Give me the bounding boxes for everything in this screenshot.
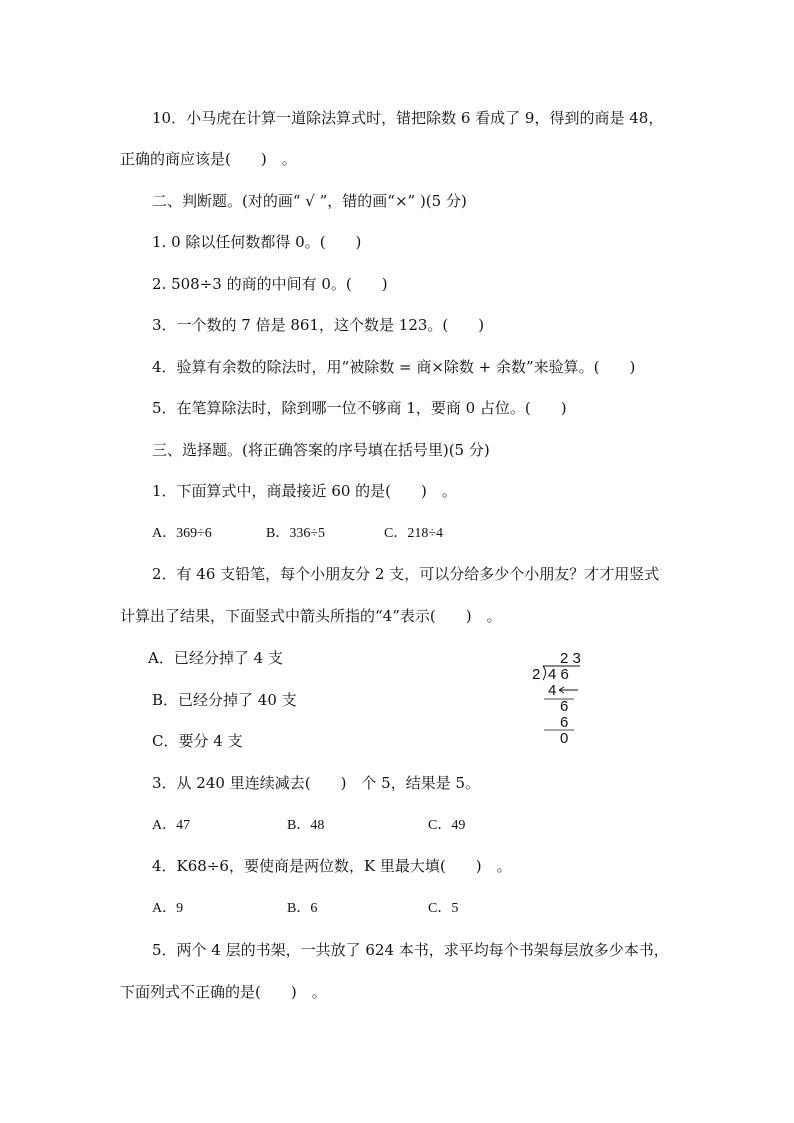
division-remainder: 0	[560, 730, 569, 744]
division-step3: 6	[560, 714, 569, 731]
judge-item-2: 2. 508÷3 的商的中间有 0。( )	[152, 275, 388, 293]
q10-line1: 10．小马虎在计算一道除法算式时，错把除数 6 看成了 9，得到的商是 48，	[152, 109, 664, 127]
choice-q1-stem: 1．下面算式中，商最接近 60 的是( ) 。	[152, 482, 457, 500]
choice-q4-option-b: B．6	[287, 901, 318, 916]
choice-q2-option-b: B．已经分掉了 40 支	[152, 691, 297, 709]
choice-q1-option-b: B．336÷5	[266, 526, 326, 541]
section3-heading: 三、选择题。(将正确答案的序号填在括号里)(5 分)	[152, 441, 490, 459]
choice-q2-option-a: A．已经分掉了 4 支	[148, 649, 283, 667]
division-step2: 6	[560, 698, 569, 715]
division-bracket	[543, 666, 546, 680]
judge-item-1: 1. 0 除以任何数都得 0。( )	[152, 233, 362, 251]
choice-q1-option-c: C．218÷4	[384, 526, 444, 541]
judge-item-5: 5．在笔算除法时，除到哪一位不够商 1，要商 0 占位。( )	[152, 399, 567, 417]
q10-line2: 正确的商应该是( ) 。	[120, 150, 297, 168]
choice-q5-stem-line1: 5．两个 4 层的书架，一共放了 624 本书，求平均每个书架每层放多少本书，	[152, 941, 669, 959]
division-divisor: 2	[532, 666, 541, 683]
choice-q2-option-c: C．要分 4 支	[152, 732, 243, 750]
judge-item-4: 4．验算有余数的除法时，用“被除数 = 商×除数 + 余数”来验算。( )	[152, 358, 636, 376]
choice-q3-stem: 3．从 240 里连续减去( ) 个 5，结果是 5。	[152, 774, 481, 792]
choice-q2-stem-line2: 计算出了结果，下面竖式中箭头所指的“4”表示( ) 。	[120, 607, 502, 625]
choice-q3-option-c: C．49	[428, 818, 466, 833]
choice-q4-option-a: A．9	[152, 901, 184, 916]
choice-q3-option-a: A．47	[152, 818, 191, 833]
long-division-figure	[530, 648, 590, 744]
division-step1: 4	[548, 682, 557, 699]
choice-q4-option-c: C．5	[428, 901, 459, 916]
division-dividend: 4 6	[548, 666, 569, 683]
choice-q5-stem-line2: 下面列式不正确的是( ) 。	[120, 983, 327, 1001]
section2-heading: 二、判断题。(对的画“ √ ”，错的画“×” )(5 分)	[152, 192, 467, 210]
judge-item-3: 3．一个数的 7 倍是 861，这个数是 123。( )	[152, 316, 485, 334]
division-quotient: 2 3	[560, 650, 581, 667]
choice-q4-stem: 4．K68÷6，要使商是两位数，K 里最大填( ) 。	[152, 857, 512, 875]
choice-q1-option-a: A．369÷6	[152, 526, 212, 541]
choice-q3-option-b: B．48	[287, 818, 325, 833]
choice-q2-stem-line1: 2．有 46 支铅笔，每个小朋友分 2 支，可以分给多少个小朋友？才才用竖式	[152, 565, 660, 583]
